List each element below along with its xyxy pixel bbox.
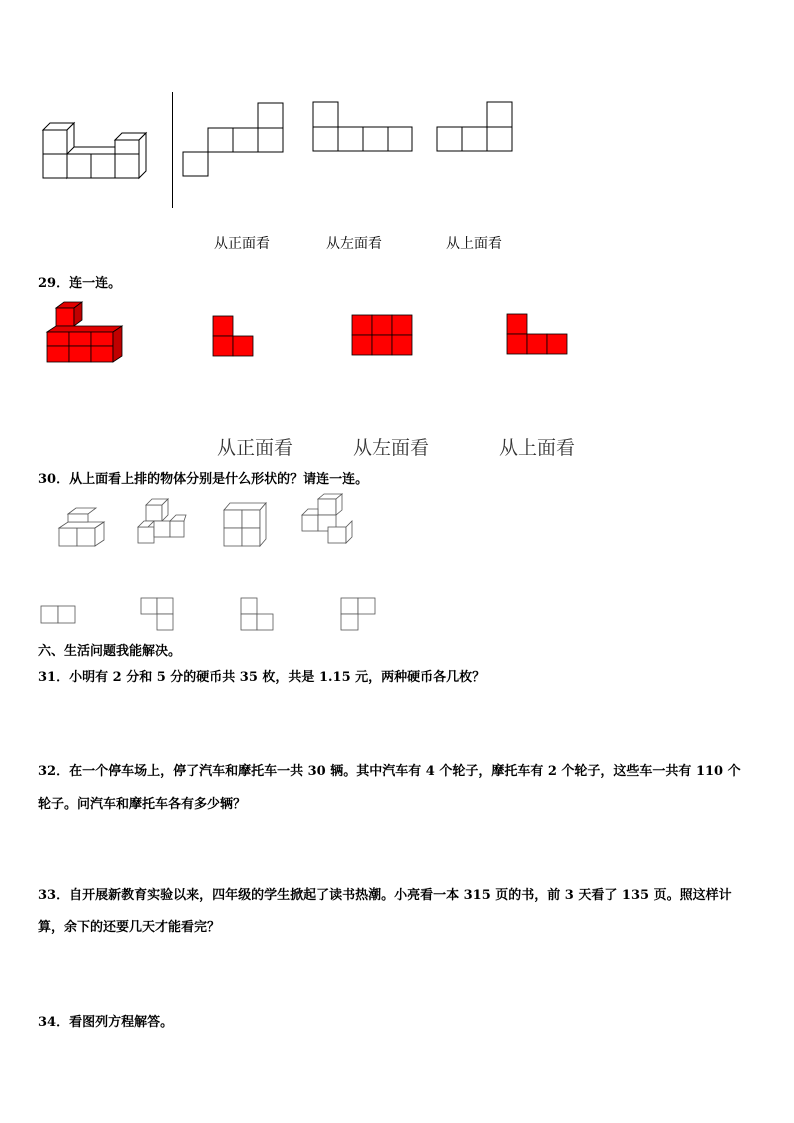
q30-title: 30．从上面看上排的物体分别是什么形状的？请连一连。 — [38, 472, 369, 487]
q29-title: 29．连一连。 — [38, 276, 122, 291]
q30-solid-4 — [298, 493, 356, 551]
q32-line2: 轮子。问汽车和摩托车各有多少辆？ — [38, 797, 247, 812]
q29-label-front: 从正面看 — [217, 437, 294, 459]
q28-label-front: 从正面看 — [214, 236, 270, 252]
q32-line1: 32．在一个停车场上，停了汽车和摩托车一共 30 辆。其中汽车有 4 个轮子，摩托车有 2 个轮子，这些车一共有 110 个 — [38, 764, 741, 779]
q28-label-left: 从左面看 — [326, 236, 382, 252]
q30-solid-1 — [56, 508, 106, 550]
q30-solid-2 — [134, 497, 189, 552]
q33-line1: 33．自开展新教育实验以来，四年级的学生掀起了读书热潮。小亮看一本 315 页的书，前 3 天看了 135 页。照这样计 — [38, 888, 732, 903]
q30-view-1 — [40, 604, 80, 626]
q34-text: 34．看图列方程解答。 — [38, 1015, 174, 1030]
q29-view-red-grid — [350, 313, 415, 358]
q29-label-top: 从上面看 — [499, 437, 576, 459]
q29-view-red-l-long — [506, 312, 571, 357]
section6-title: 六、生活问题我能解决。 — [38, 644, 182, 659]
q29-red-cube-solid — [44, 302, 129, 364]
q30-view-4 — [340, 596, 380, 636]
q30-solid-3 — [220, 500, 270, 550]
q30-view-2 — [140, 596, 180, 636]
q33-line2: 算，余下的还要几天才能看完？ — [38, 920, 221, 935]
q28-view-top — [436, 100, 516, 160]
q28-cube-solid-figure — [40, 120, 160, 180]
q29-view-red-l-small — [212, 314, 257, 359]
q28-divider — [172, 92, 173, 208]
q31-text: 31．小明有 2 分和 5 分的硬币共 35 枚，共是 1.15 元，两种硬币各几枚？ — [38, 670, 486, 685]
q28-view-left — [312, 100, 417, 160]
q29-label-left: 从左面看 — [353, 437, 430, 459]
q28-view-front — [182, 100, 287, 180]
q28-label-top: 从上面看 — [446, 236, 502, 252]
q30-view-3 — [240, 596, 280, 636]
